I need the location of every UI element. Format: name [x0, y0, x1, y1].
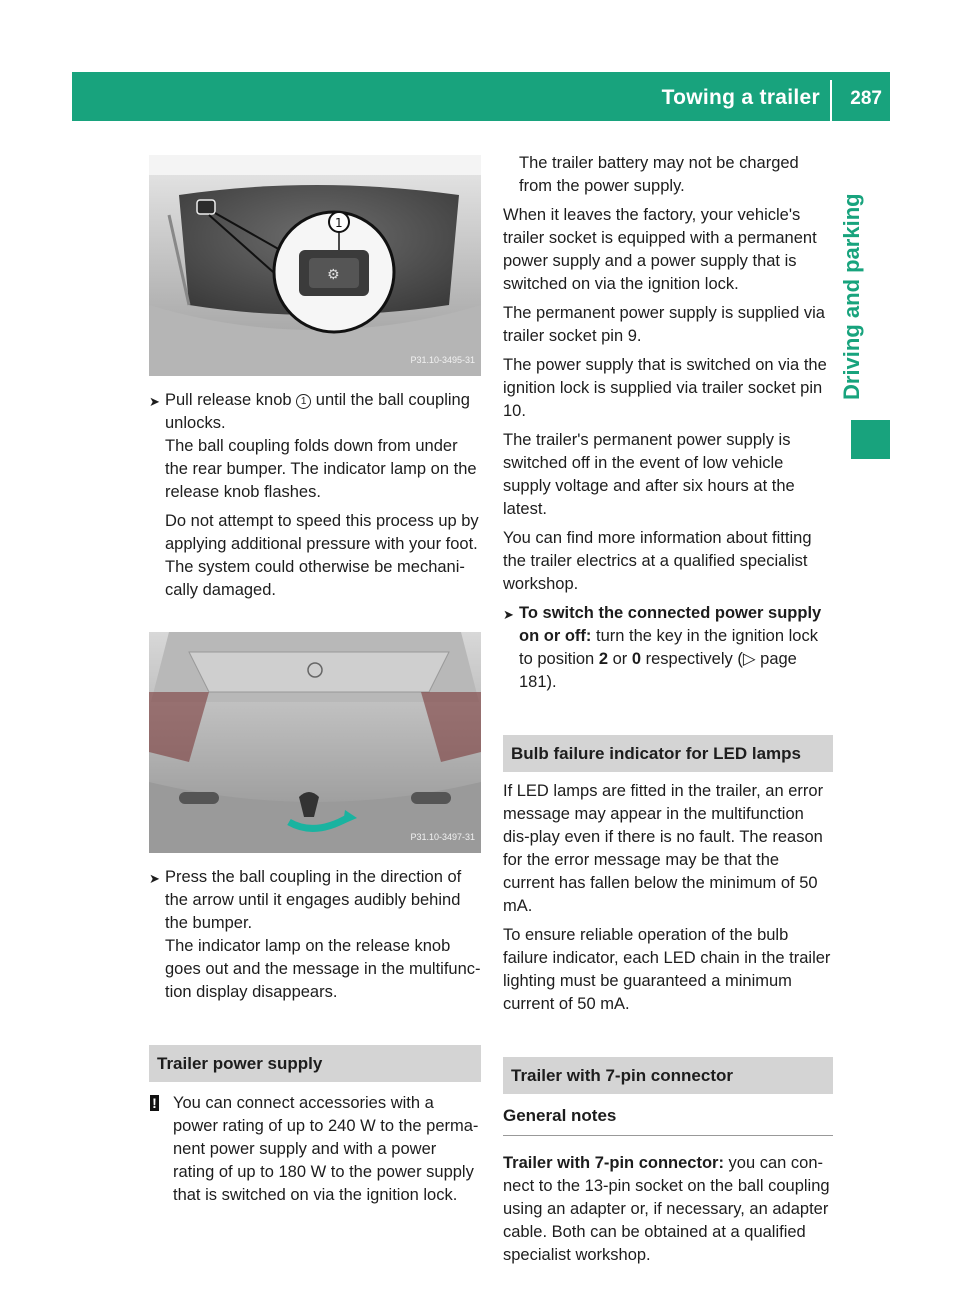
instruction-pull-release-knob: ➤ Pull release knob 1 until the ball coupling unlocks. The ball coupling folds down from under the rear bumper. The indicator lamp on the release knob flashes. Do not attempt to speed this process up by applying additional pressure with your foot. The system could otherwise be mechani-cally damaged.: [149, 391, 479, 599]
chapter-tab-label: Driving and parking: [839, 193, 864, 400]
svg-text:⚙: ⚙: [327, 267, 340, 283]
section-heading-bulb-failure: Bulb failure indicator for LED lamps: [503, 735, 833, 772]
paragraph: If LED lamps are fitted in the trailer, an error message may appear in the multifunction dis-play even if there is no fault. The reason for the error message may be that the current has fallen below the minimum of 50 mA.: [503, 782, 824, 915]
paragraph: The power supply that is switched on via the ignition lock is supplied via trailer socket pin 10.: [503, 356, 827, 420]
header-divider: [830, 80, 832, 121]
paragraph: When it leaves the factory, your vehicle's trailer socket is equipped with a permanent power supply and a power supply that is switched on via the ignition lock.: [503, 206, 817, 293]
paragraph: You can find more information about fitting the trailer electrics at a qualified specialist workshop.: [503, 529, 812, 593]
instruction-press-ball-coupling: ➤ Press the ball coupling in the direction of the arrow until it engages audibly behind the bumper. The indicator lamp on the release knob goes out and the message in the multifunc-tion display disappears.: [149, 868, 481, 1001]
figure-code: P31.10-3495-31: [410, 355, 475, 365]
instruction-arrow-icon: ➤: [503, 607, 514, 622]
instruction-switch-power-supply: ➤ To switch the connected power supply on or off: turn the key in the ignition lock to position 2 or 0 respectively (▷ page 181).: [503, 604, 822, 691]
paragraph: Trailer with 7-pin connector: you can con-nect to the 13-pin socket on the ball coupling using an adapter or, if necessary, an adapter cable. Both can be obtained at a qualified specialist workshop.: [503, 1154, 830, 1264]
left-column: [149, 155, 481, 1207]
page-reference-link[interactable]: page 181).: [519, 650, 797, 691]
warning-note: ! You can connect accessories with a power rating of up to 240 W to the perma-nent power supply and with a power rating of up to 180 W to the power supply that is switched on via the ignition lock.: [149, 1092, 481, 1207]
trunk-illustration: [149, 155, 481, 376]
page-title: Towing a trailer: [661, 86, 820, 109]
page-number: 287: [850, 88, 882, 109]
rear-bumper-illustration: [149, 632, 481, 853]
page-reference-arrow-icon: ▷: [742, 650, 756, 668]
instruction-arrow-icon: ➤: [149, 394, 160, 409]
callout-1-icon: 1: [296, 394, 311, 409]
section-heading-7-pin-connector: Trailer with 7-pin connector: [503, 1057, 833, 1094]
right-column: [503, 152, 833, 1267]
rear-bumper-figure: [149, 632, 481, 853]
section-heading-trailer-power-supply: Trailer power supply: [149, 1045, 481, 1082]
paragraph: The permanent power supply is supplied via trailer socket pin 9.: [503, 304, 825, 345]
paragraph: The trailer battery may not be charged from the power supply.: [519, 154, 799, 195]
page-header: [72, 72, 890, 121]
svg-text:1: 1: [335, 216, 343, 230]
trunk-release-knob-figure: [149, 155, 481, 376]
chapter-tab-marker: [851, 420, 890, 459]
figure-code: P31.10-3497-31: [410, 832, 475, 842]
instruction-arrow-icon: ➤: [149, 871, 160, 886]
paragraph: The trailer's permanent power supply is switched off in the event of low vehicle supply voltage and after six hours at the latest.: [503, 431, 795, 518]
subheading-general-notes: General notes: [503, 1104, 833, 1136]
warning-exclamation-icon: !: [150, 1095, 159, 1111]
paragraph: To ensure reliable operation of the bulb failure indicator, each LED chain in the trailer lighting must be guaranteed a minimum current of 50 mA.: [503, 926, 831, 1013]
